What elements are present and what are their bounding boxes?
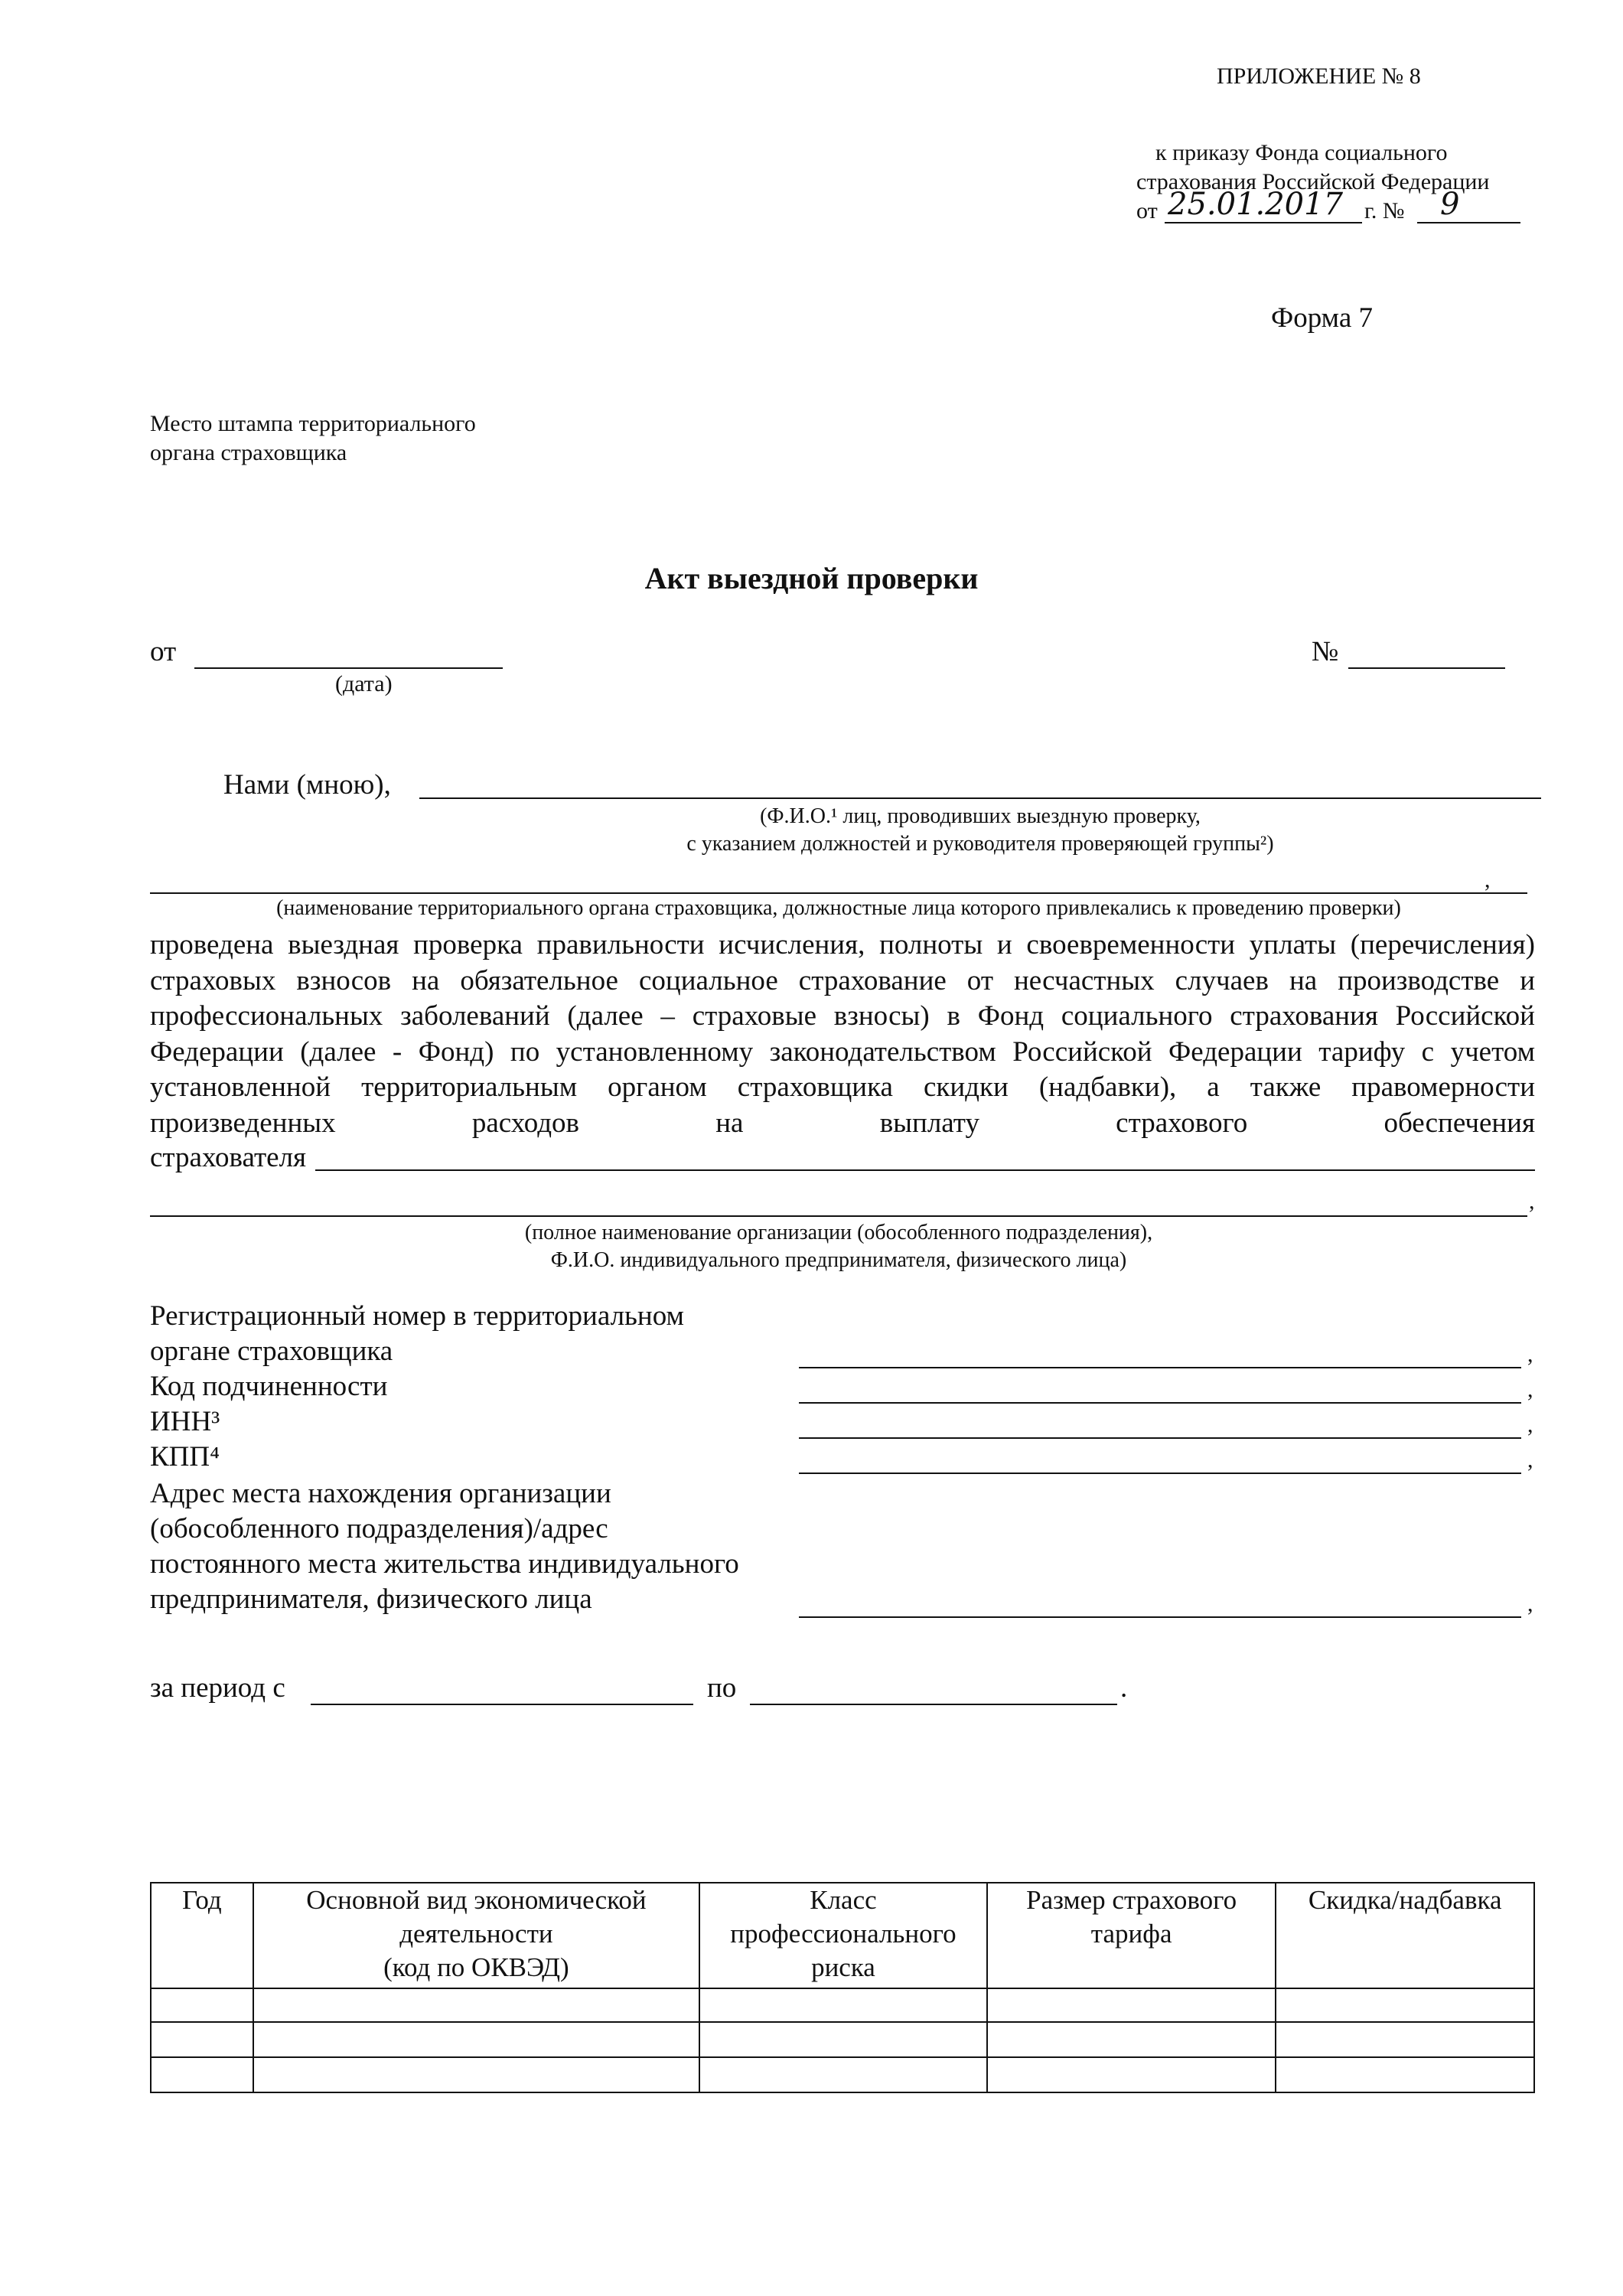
- stamp-place-line-2: органа страховщика: [150, 440, 347, 465]
- order-number-line: [1417, 222, 1520, 223]
- reg-number-comma: ,: [1527, 1342, 1533, 1367]
- address-label-2: (обособленного подразделения)/адрес: [150, 1513, 608, 1544]
- order-line-2: страхования Российской Федерации: [1136, 169, 1490, 194]
- insurer-caption-2: Ф.И.О. индивидуального предпринимателя, физического лица): [550, 1248, 1127, 1272]
- form-number: Форма 7: [1271, 302, 1374, 334]
- date-field[interactable]: [194, 667, 503, 669]
- table-cell[interactable]: [1276, 2022, 1534, 2057]
- body-paragraph: [150, 928, 1535, 1141]
- table-cell[interactable]: [151, 1988, 253, 2022]
- subordination-code-label: Код подчиненности: [150, 1371, 388, 1402]
- inspectors-field[interactable]: [419, 797, 1541, 799]
- reg-number-label-1: Регистрационный номер в территориальном: [150, 1300, 684, 1332]
- period-from-field[interactable]: [311, 1704, 693, 1705]
- territorial-org-field[interactable]: [150, 892, 1527, 894]
- document-title: Акт выездной проверки: [644, 561, 979, 595]
- table-cell[interactable]: [987, 2022, 1276, 2057]
- date-caption: (дата): [335, 671, 393, 696]
- subordination-code-field[interactable]: [799, 1402, 1521, 1404]
- insurer-comma: ,: [1529, 1189, 1535, 1214]
- period-to-label: по: [707, 1672, 737, 1704]
- table-cell[interactable]: [699, 2022, 987, 2057]
- header-tariff: Размер страхового тарифа: [987, 1883, 1276, 1988]
- table-cell[interactable]: [1276, 1988, 1534, 2022]
- header-risk-class: Класс профессионального риска: [699, 1883, 987, 1988]
- table-cell[interactable]: [987, 1988, 1276, 2022]
- kpp-comma: ,: [1527, 1447, 1533, 1473]
- insurer-field-2[interactable]: [150, 1215, 1527, 1217]
- insurer-caption-1: (полное наименование организации (обособленного подразделения),: [524, 1221, 1153, 1244]
- subordination-code-comma: ,: [1527, 1377, 1533, 1402]
- header-activity: Основной вид экономической деятельности (код по ОКВЭД): [253, 1883, 699, 1988]
- order-from-label: от: [1136, 198, 1158, 223]
- insurer-label: страхователя: [150, 1142, 307, 1173]
- appendix-label: ПРИЛОЖЕНИЕ № 8: [1217, 64, 1421, 89]
- date-from-label: от: [150, 636, 177, 667]
- header-year: Год: [151, 1883, 253, 1988]
- table-cell[interactable]: [1276, 2057, 1534, 2092]
- stamp-place-line-1: Место штампа территориального: [150, 411, 476, 436]
- kpp-field[interactable]: [799, 1473, 1521, 1474]
- body-line: проведена выездная проверка правильности исчисления, полноты и своевременности уплаты (перечисления): [150, 929, 1535, 960]
- inn-comma: ,: [1527, 1412, 1533, 1437]
- address-field[interactable]: [799, 1616, 1521, 1618]
- inspectors-label: Нами (мною),: [223, 769, 391, 801]
- insurer-field-1[interactable]: [315, 1169, 1535, 1171]
- table-cell[interactable]: [253, 2022, 699, 2057]
- body-line: произведенных расходов на выплату страхового обеспечения: [150, 1107, 1535, 1139]
- body-line: Федерации (далее - Фонд) по установленному законодательством Российской Федерации тарифу с учетом: [150, 1035, 1535, 1068]
- order-number-label: г. №: [1364, 198, 1405, 223]
- order-number-handwritten: 9: [1440, 187, 1460, 222]
- body-line: страховых взносов на обязательное социальное страхование от несчастных случаев на производстве и: [150, 964, 1535, 996]
- territorial-org-caption: (наименование территориального органа страховщика, должностные лица которого привлекались к проведению проверки): [276, 896, 1401, 920]
- table-cell[interactable]: [699, 2057, 987, 2092]
- act-number-field[interactable]: [1348, 667, 1505, 669]
- order-line-1: к приказу Фонда социального: [1155, 140, 1448, 165]
- table-row: [151, 2022, 1534, 2057]
- table-cell[interactable]: [151, 2022, 253, 2057]
- address-label-4: предпринимателя, физического лица: [150, 1583, 592, 1615]
- address-comma: ,: [1527, 1591, 1533, 1616]
- table-cell[interactable]: [987, 2057, 1276, 2092]
- header-discount: Скидка/надбавка: [1276, 1883, 1534, 1988]
- inspectors-caption-1: (Ф.И.О.¹ лиц, проводивших выездную проверку,: [760, 804, 1201, 828]
- territorial-org-comma: ,: [1484, 867, 1491, 892]
- table-header-row: [151, 1883, 1534, 1988]
- table-row: [151, 1988, 1534, 2022]
- address-label-1: Адрес места нахождения организации: [150, 1478, 611, 1509]
- order-date-handwritten: 25.01.2017: [1168, 187, 1344, 222]
- inspectors-caption-2: с указанием должностей и руководителя проверяющей группы²): [686, 832, 1274, 856]
- reg-number-field[interactable]: [799, 1367, 1521, 1368]
- table-cell[interactable]: [253, 1988, 699, 2022]
- period-dot: .: [1120, 1672, 1128, 1704]
- body-line: установленной территориальным органом страховщика скидки (надбавки), а также правомерности: [150, 1071, 1535, 1103]
- order-date-line: [1165, 222, 1362, 223]
- tariff-table: [150, 1882, 1535, 2093]
- address-label-3: постоянного места жительства индивидуального: [150, 1548, 739, 1580]
- table-cell[interactable]: [151, 2057, 253, 2092]
- period-from-label: за период с: [150, 1672, 285, 1704]
- body-line: профессиональных заболеваний (далее – страховые взносы) в Фонд социального страхования Российской: [150, 1000, 1535, 1032]
- inn-field[interactable]: [799, 1437, 1521, 1439]
- period-to-field[interactable]: [750, 1704, 1117, 1705]
- kpp-label: КПП⁴: [150, 1441, 220, 1473]
- act-number-label: №: [1312, 636, 1339, 667]
- reg-number-label-2: органе страховщика: [150, 1336, 393, 1367]
- table-cell[interactable]: [699, 1988, 987, 2022]
- table-cell[interactable]: [253, 2057, 699, 2092]
- table-row: [151, 2057, 1534, 2092]
- inn-label: ИНН³: [150, 1406, 220, 1437]
